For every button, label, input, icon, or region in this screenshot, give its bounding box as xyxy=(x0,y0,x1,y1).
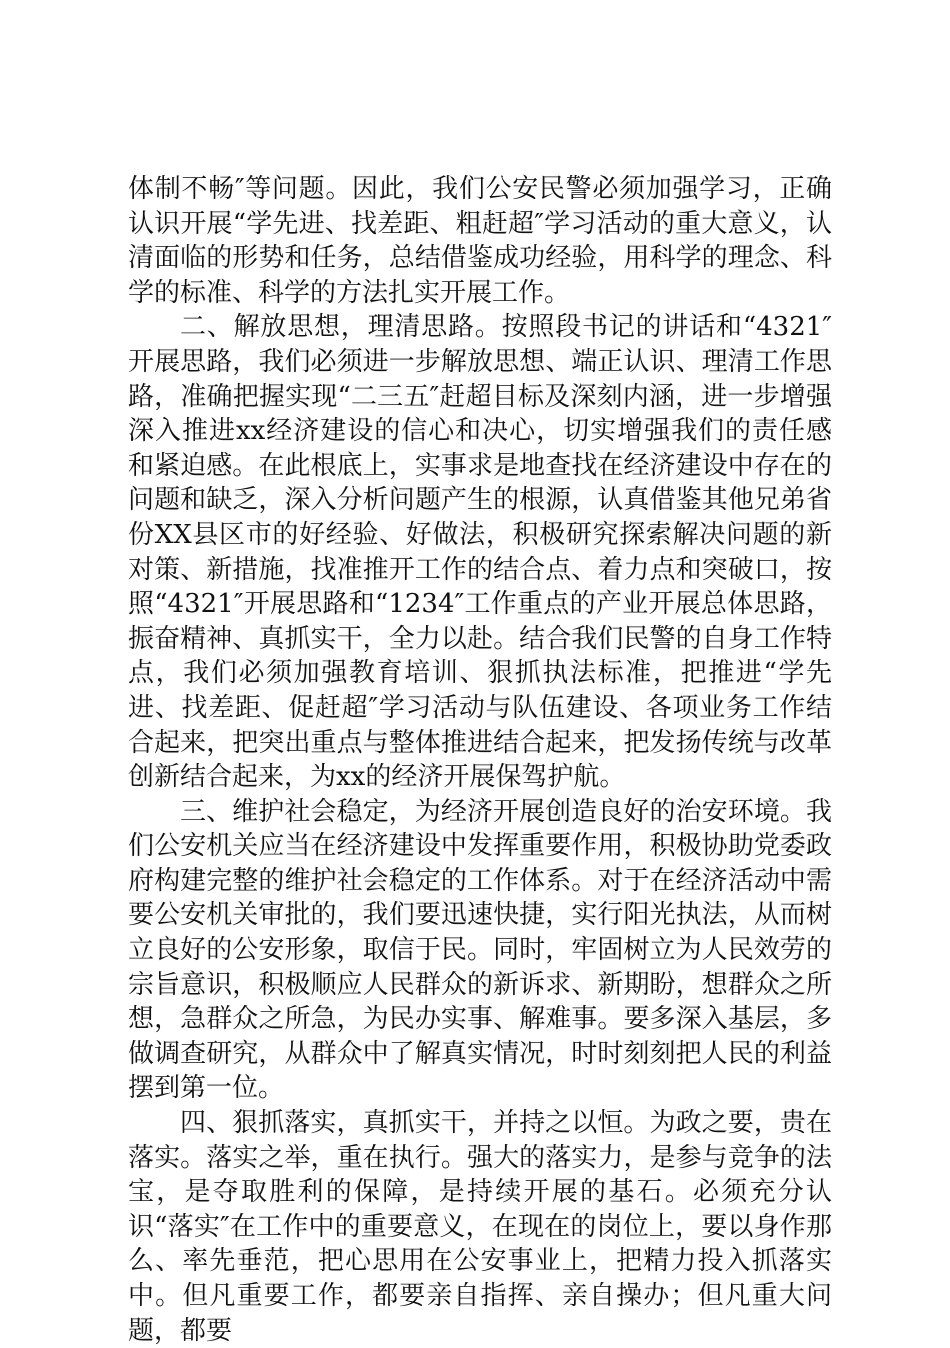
paragraph-section-three: 三、维护社会稳定，为经济开展创造良好的治安环境。我们公安机关应当在经济建设中发挥重要作用，积极协助党委政府构建完整的维护社会稳定的工作体系。对于在经济活动中需要公安机关审批的，我们要迅速快捷，实行阳光执法，从而树立良好的公安形象，取信于民。同时，牢固树立为人民效劳的宗旨意识，积极顺应人民群众的新诉求、新期盼，想群众之所想，急群众之所急，为民办实事、解难事。要多深入基层，多做调查研究，从群众中了解真实情况，时时刻刻把人民的利益摆到第一位。 xyxy=(128,796,832,1104)
paragraph-continuation: 体制不畅″等问题。因此，我们公安民警必须加强学习，正确认识开展“学先进、找差距、粗赶超″学习活动的重大意义，认清面临的形势和任务，总结借鉴成功经验，用科学的理念、科学的标准、科学的方法扎实开展工作。 xyxy=(128,174,832,308)
paragraph-section-four: 四、狠抓落实，真抓实干，并持之以恒。为政之要，贵在落实。落实之举，重在执行。强大的落实力，是参与竞争的法宝，是夺取胜利的保障，是持续开展的基石。必须充分认识“落实″在工作中的重要意义，在现在的岗位上，要以身作那么、率先垂范，把心思用在公安事业上，把精力投入抓落实中。但凡重要工作，都要亲自指挥、亲自操办；但凡重大问题，都要 xyxy=(128,1108,832,1346)
paragraph-section-two: 二、解放思想，理清思路。按照段书记的讲话和“4321″开展思路，我们必须进一步解放思想、端正认识、理清工作思路，准确把握实现“二三五″赶超目标及深刻内涵，进一步增强深入推进xx经济建设的信心和决心，切实增强我们的责任感和紧迫感。在此根底上，实事求是地查找在经济建设中存在的问题和缺乏，深入分析问题产生的根源，认真借鉴其他兄弟省份XX县区市的好经验、好做法，积极研究探索解决问题的新对策、新措施，找准推开工作的结合点、着力点和突破口，按照“4321″开展思路和“1234″工作重点的产业开展总体思路，振奋精神、真抓实干，全力以赴。结合我们民警的自身工作特点，我们必须加强教育培训、狠抓执法标准，把推进“学先进、找差距、促赶超″学习活动与队伍建设、各项业务工作结合起来，把突出重点与整体推进结合起来，把发扬传统与改革创新结合起来，为xx的经济开展保驾护航。 xyxy=(128,312,832,793)
document-body xyxy=(128,172,832,1348)
